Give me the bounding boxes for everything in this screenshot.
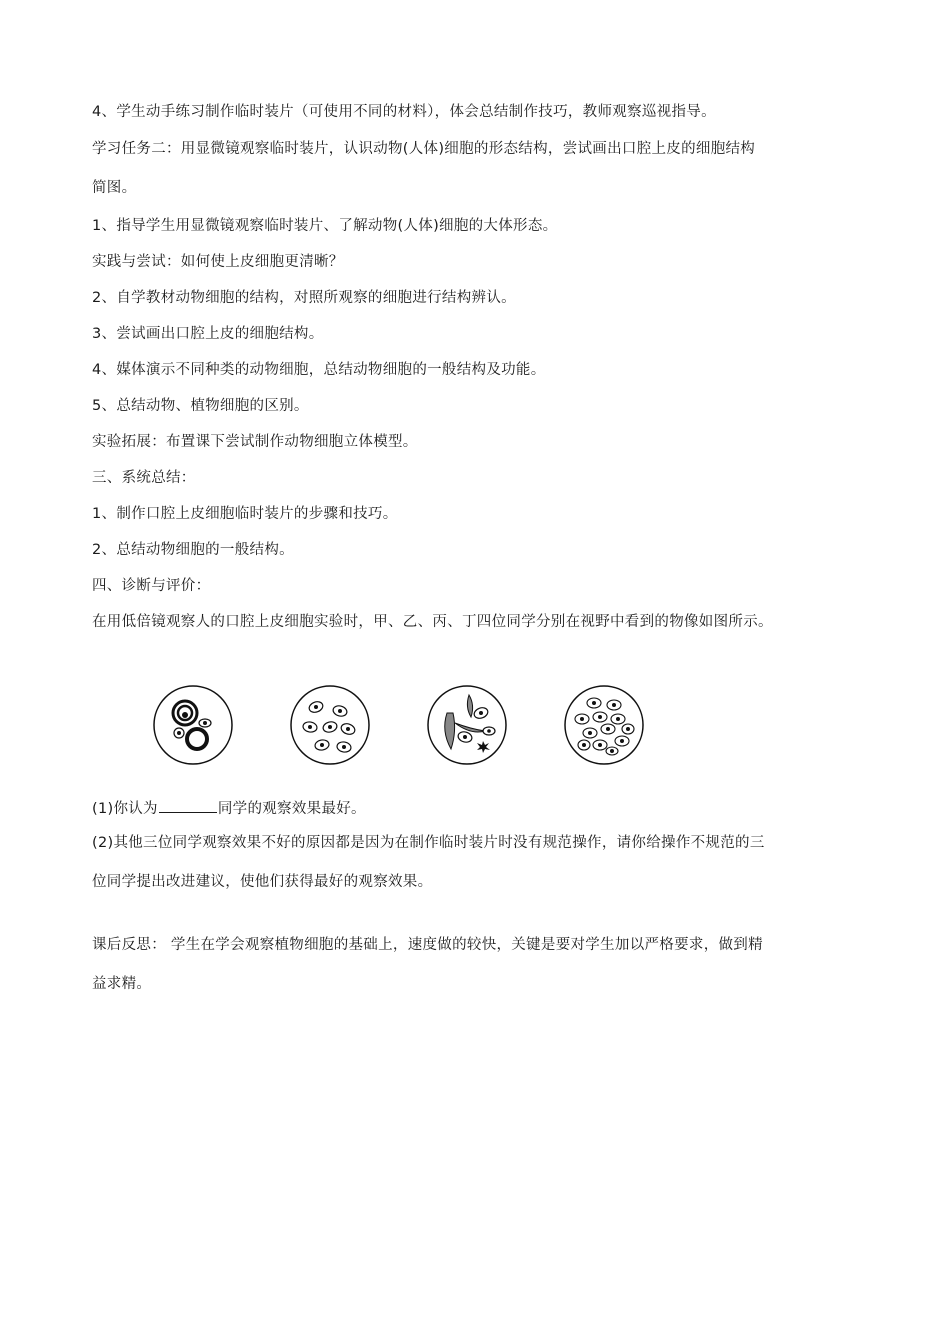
field-clear-cells — [291, 686, 369, 764]
question-2: (2)其他三位同学观察效果不好的原因都是因为在制作临时装片时没有规范操作，请你给操作不规范的三 — [92, 835, 765, 851]
section-4-heading: 四、诊断与评价： — [92, 578, 211, 594]
question-1 — [92, 798, 366, 819]
practice-question: 实践与尝试：如何使上皮细胞更清晰？ — [92, 254, 344, 270]
field-overlapping-cells — [565, 686, 643, 764]
microscope-fields-figure — [150, 682, 650, 772]
post-lesson-reflection: 课后反思： 学生在学会观察植物细胞的基础上，速度做的较快，关键是要对学生加以严格要求，做到精 — [92, 937, 763, 953]
question-1-prefix: (1)你认为 — [92, 801, 158, 817]
task-two-heading: 学习任务二：用显微镜观察临时装片，认识动物(人体)细胞的形态结构，尝试画出口腔上皮的细胞结构 — [92, 141, 756, 157]
field-folded-cells — [428, 686, 506, 764]
task-two-heading-cont: 简图。 — [92, 180, 137, 196]
step-2-self-study: 2、自学教材动物细胞的结构，对照所观察的细胞进行结构辨认。 — [92, 290, 516, 306]
post-lesson-reflection-cont: 益求精。 — [92, 976, 152, 992]
question-1-suffix: 同学的观察效果最好。 — [217, 801, 366, 817]
answer-blank[interactable] — [159, 798, 217, 813]
step-1-observe: 1、指导学生用显微镜观察临时装片、了解动物(人体)细胞的大体形态。 — [92, 218, 558, 234]
question-2-cont: 位同学提出改进建议，使他们获得最好的观察效果。 — [92, 874, 433, 890]
question-stem: 在用低倍镜观察人的口腔上皮细胞实验时，甲、乙、丙、丁四位同学分别在视野中看到的物像如图所示。 — [92, 614, 773, 630]
experiment-extension: 实验拓展：布置课下尝试制作动物细胞立体模型。 — [92, 434, 418, 450]
step-5-summary: 5、总结动物、植物细胞的区别。 — [92, 398, 309, 414]
step-3-draw: 3、尝试画出口腔上皮的细胞结构。 — [92, 326, 324, 342]
section-3-heading: 三、系统总结： — [92, 470, 196, 486]
step-4-practice: 4、学生动手练习制作临时装片（可使用不同的材料），体会总结制作技巧，教师观察巡视指导。 — [92, 104, 716, 120]
summary-item-2: 2、总结动物细胞的一般结构。 — [92, 542, 294, 558]
summary-item-1: 1、制作口腔上皮细胞临时装片的步骤和技巧。 — [92, 506, 398, 522]
field-bubbles — [154, 686, 232, 764]
step-4-media: 4、媒体演示不同种类的动物细胞，总结动物细胞的一般结构及功能。 — [92, 362, 546, 378]
